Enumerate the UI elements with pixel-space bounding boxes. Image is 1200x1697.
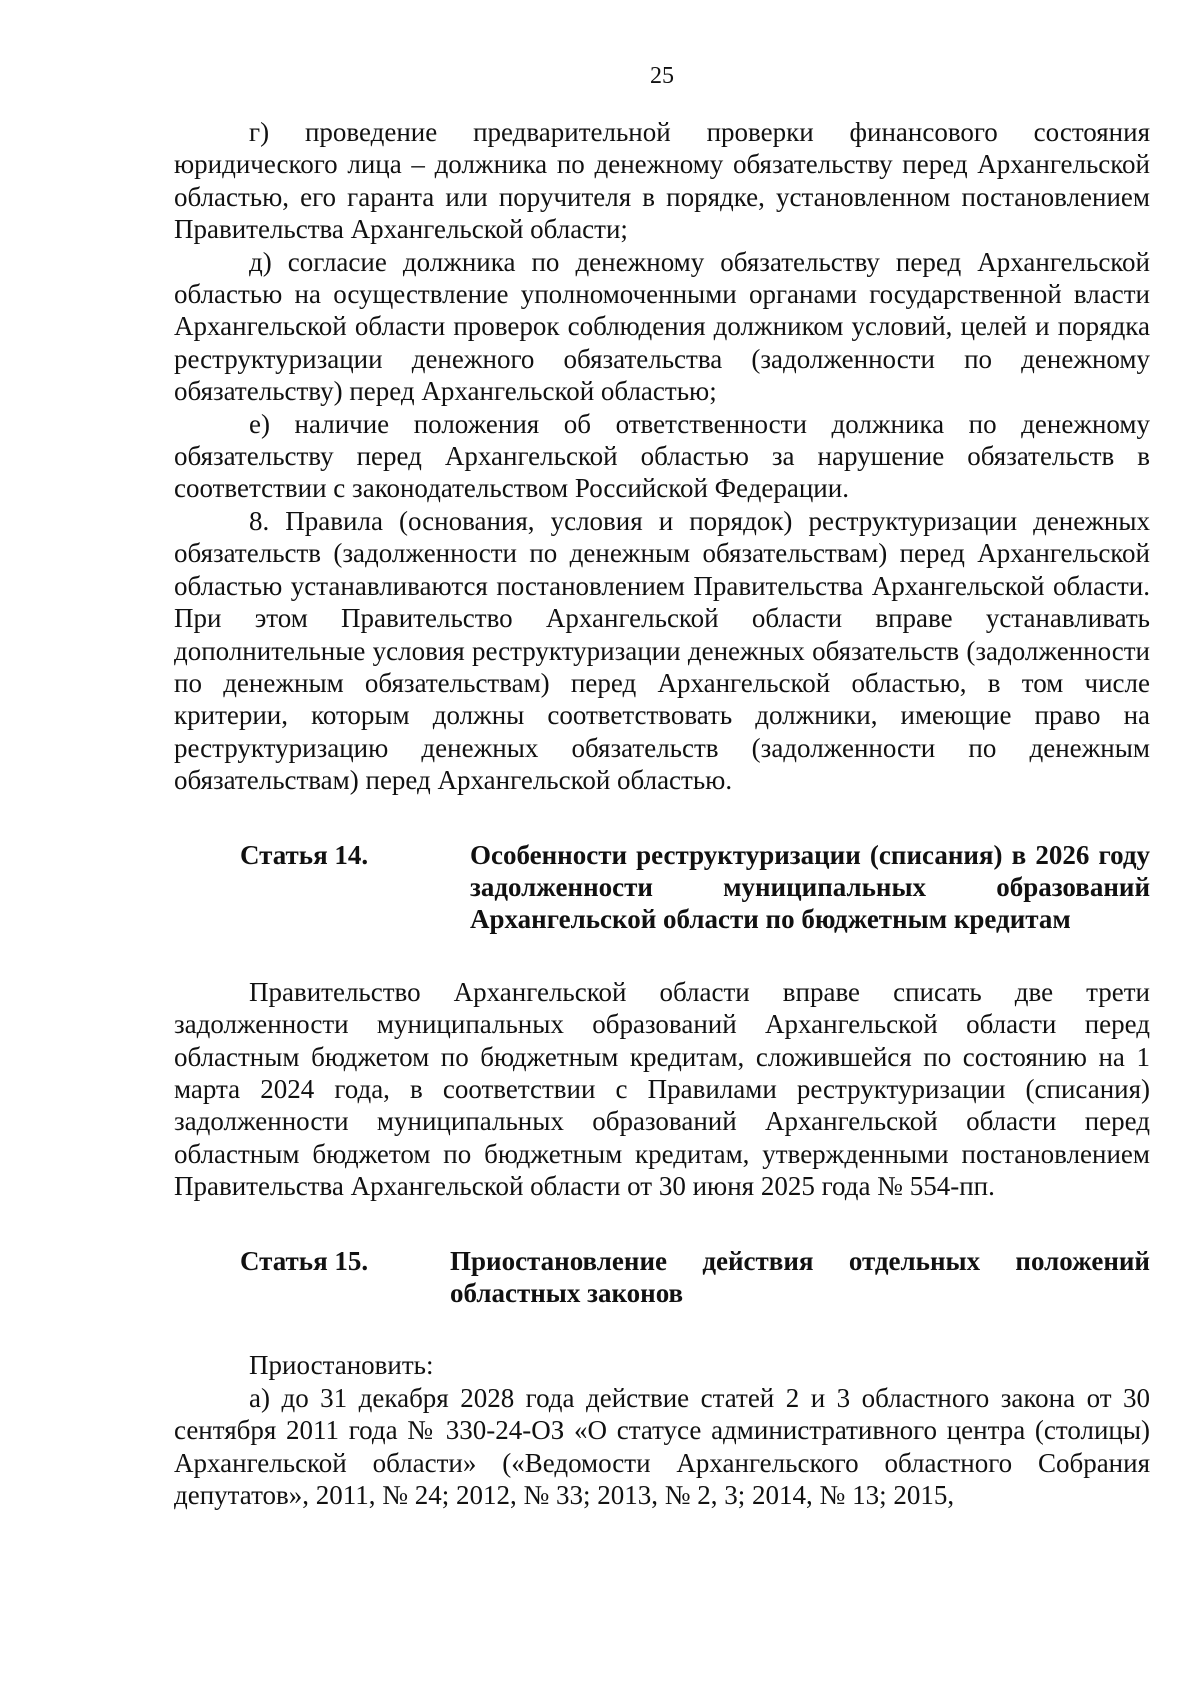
article-15-number: Статья 15. <box>240 1245 369 1276</box>
paragraph-8: 8. Правила (основания, условия и порядок) реструктуризации денежных обязательств (задолженности по денежным обязательствам) перед Архангельской областью устанавливаются постановлением Правительства Архангельской области. При этом Правительство Архангельской области вправе устанавливать дополнительные условия реструктуризации денежных обязательств (задолженности по денежным обязательствам) перед Архангельской областью, в том числе критерии, которым должны соответствовать должники, имеющие право на реструктуризацию денежных обязательств (задолженности по денежным обязательствам) перед Архангельской областью. <box>174 505 1150 796</box>
document-page <box>174 60 1150 1511</box>
article-15-item-a: а) до 31 декабря 2028 года действие статей 2 и 3 областного закона от 30 сентября 2011 года № 330-24-ОЗ «О статусе административного центра (столицы) Архангельской области» («Ведомости Архангельского областного Собрания депутатов», 2011, № 24; 2012, № 33; 2013, № 2, 3; 2014, № 13; 2015, <box>174 1382 1150 1511</box>
paragraph-e: е) наличие положения об ответственности должника по денежному обязательству перед Архангельской областью за нарушение обязательств в соответствии с законодательством Российской Федерации. <box>174 408 1150 504</box>
paragraph-d: д) согласие должника по денежному обязательству перед Архангельской областью на осуществление уполномоченными органами государственной власти Архангельской области проверок соблюдения должником условий, целей и порядка реструктуризации денежного обязательства (задолженности по денежному обязательству) перед Архангельской областью; <box>174 246 1150 407</box>
article-15-intro: Приостановить: <box>249 1350 434 1381</box>
page-number: 25 <box>650 63 674 89</box>
article-14-text: Правительство Архангельской области вправе списать две трети задолженности муниципальных образований Архангельской области перед областным бюджетом по бюджетным кредитам, сложившейся по состоянию на 1 марта 2024 года, в соответствии с Правилами реструктуризации (списания) задолженности муниципальных образований Архангельской области перед областным бюджетом по бюджетным кредитам, утвержденными постановлением Правительства Архангельской области от 30 июня 2025 года № 554-пп. <box>174 976 1150 1202</box>
article-14-heading <box>174 839 1150 936</box>
article-14-number: Статья 14. <box>240 839 369 870</box>
article-14-title: Особенности реструктуризации (списания) в 2026 году задолженности муниципальных образований Архангельской области по бюджетным кредитам <box>470 839 1150 935</box>
paragraph-g: г) проведение предварительной проверки финансового состояния юридического лица – должника по денежному обязательству перед Архангельской областью, его гаранта или поручителя в порядке, установленном постановлением Правительства Архангельской области; <box>174 117 1150 245</box>
article-15-title: Приостановление действия отдельных положений областных законов <box>450 1245 1150 1308</box>
article-15-heading <box>174 1245 1150 1310</box>
